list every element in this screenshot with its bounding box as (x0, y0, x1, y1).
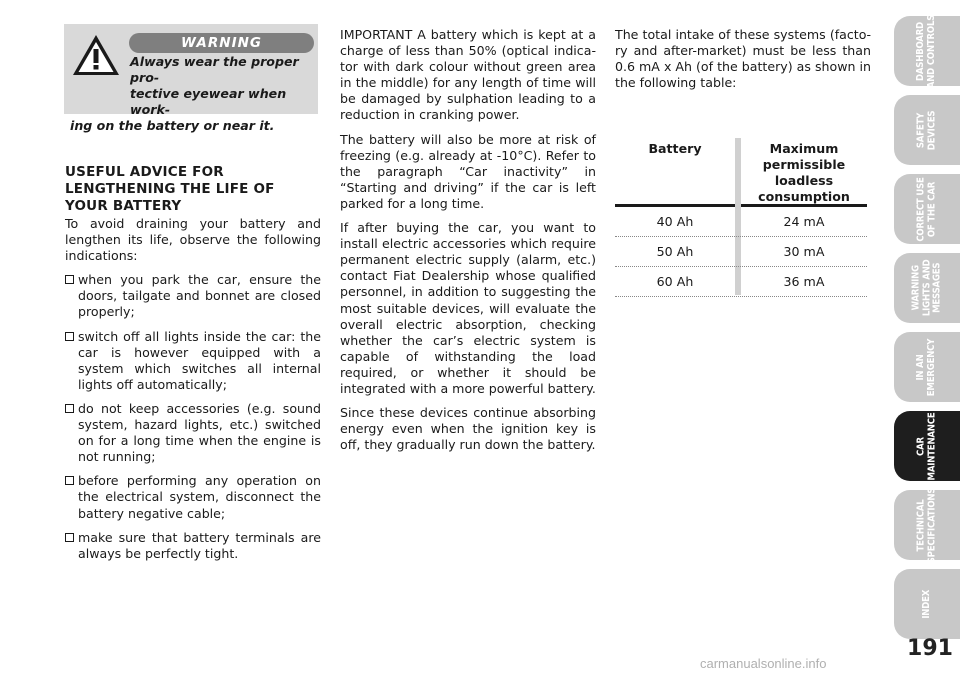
checkbox-bullet-icon (65, 275, 74, 284)
warning-text (70, 54, 316, 134)
chapter-tab-0[interactable] (894, 16, 960, 86)
advice-intro: To avoid draining your battery and lengthen its life, observe the following indications: (65, 216, 321, 264)
table-header-battery: Battery (648, 141, 702, 156)
advice-bullet-text: before performing any operation on the electrical system, disconnect the battery negative cable; (78, 473, 321, 521)
table-cell-consumption: 24 mA (783, 214, 825, 229)
table-cell-consumption: 30 mA (783, 244, 825, 259)
chapter-tab-2[interactable] (894, 174, 960, 244)
chapter-tab-label: SAFETY DEVICES (915, 110, 937, 150)
table-row (615, 267, 867, 297)
freezing-paragraph: The battery will also be more at risk of freezing (e.g. already at -10°C). Refer to the paragraph “Car inactivity” in “Starting and driving” if the car is left parked for a long time. (340, 131, 596, 211)
chapter-tab-label: DASHBOARD AND CONTROLS (915, 14, 937, 88)
advice-bullet (65, 272, 321, 320)
table-cell-consumption: 36 mA (783, 274, 825, 289)
table-header-consumption: Maximum permissible loadless consumption (758, 141, 850, 204)
right-column (615, 27, 871, 99)
section-heading: USEFUL ADVICE FOR LENGTHENING THE LIFE OF YOUR BATTERY (65, 164, 275, 214)
table-body (615, 207, 867, 297)
chapter-tab-4[interactable] (894, 332, 960, 402)
chapter-tab-1[interactable] (894, 95, 960, 165)
advice-bullet-text: when you park the car, ensure the doors, tailgate and bonnet are closed properly; (78, 272, 321, 320)
warning-line-1: Always wear the proper pro- (130, 54, 299, 85)
chapter-tab-5[interactable] (894, 411, 960, 481)
table-cell-battery: 60 Ah (656, 274, 694, 289)
checkbox-bullet-icon (65, 332, 74, 341)
chapter-tab-label: CORRECT USE OF THE CAR (915, 176, 937, 242)
chapter-tabs (894, 16, 960, 648)
advice-column (65, 216, 321, 570)
table-header (615, 138, 867, 204)
checkbox-bullet-icon (65, 533, 74, 542)
chapter-tab-7[interactable] (894, 569, 960, 639)
chapter-tab-6[interactable] (894, 487, 960, 563)
page-number: 191 (907, 636, 953, 661)
accessories-paragraph: If after buying the car, you want to install electric accessories which require permanent electric supply (alarm, etc.) contact Fiat Dealership whose qualified personnel, in addition to suggesting the most suitable devices, will evaluate the overall electric absorption, checking whether the car’s electric system is capable of withstanding the load required, or whether it should be integrated with a more powerful battery. (340, 220, 596, 396)
middle-column (340, 27, 596, 461)
chapter-tab-label: WARNING LIGHTS AND MESSAGES (910, 259, 943, 317)
advice-bullet (65, 329, 321, 393)
warning-line-2: tective eyewear when work- (130, 86, 287, 117)
important-paragraph: IMPORTANT A battery which is kept at a charge of less than 50% (optical indicator with dark colour without green area in the middle) for any length of time will be damaged by sulphation leading to a reduction in cranking power. (340, 27, 596, 123)
advice-bullet (65, 530, 321, 562)
absorption-paragraph: Since these devices continue absorbing energy even when the ignition key is off, they gradually run down the battery. (340, 405, 596, 453)
checkbox-bullet-icon (65, 404, 74, 413)
warning-label: WARNING (129, 33, 314, 53)
chapter-tab-label: IN AN EMERGENCY (915, 338, 937, 396)
chapter-tab-3[interactable] (894, 253, 960, 323)
advice-bullet-text: do not keep accessories (e.g. sound system, hazard lights, etc.) switched on for a long time when the engine is not running; (78, 400, 321, 465)
table-cell-battery: 50 Ah (656, 244, 694, 259)
chapter-tab-label: CAR MAINTENANCE (915, 412, 937, 480)
consumption-table (615, 138, 867, 297)
watermark: carmanualsonline.info (700, 656, 827, 671)
table-cell-battery: 40 Ah (656, 214, 694, 229)
intake-paragraph: The total intake of these systems (factory and after-market) must be less than 0.6 mA x Ah (of the battery) as shown in the following table: (615, 27, 871, 91)
table-row (615, 237, 867, 267)
warning-line-3: ing on the battery or near it. (70, 118, 275, 133)
advice-bullet-text: switch off all lights inside the car: the car is however equipped with a system which switches all internal lights off automatically; (78, 328, 321, 392)
advice-bullet (65, 473, 321, 521)
chapter-tab-label: INDEX (920, 589, 932, 619)
table-row (615, 207, 867, 237)
advice-bullet-text: make sure that battery terminals are always be perfectly tight. (78, 529, 321, 561)
chapter-tab-label: TECHNICAL SPECIFICATIONS (915, 487, 937, 563)
advice-bullet (65, 401, 321, 465)
checkbox-bullet-icon (65, 476, 74, 485)
advice-bullet-list (65, 272, 321, 562)
